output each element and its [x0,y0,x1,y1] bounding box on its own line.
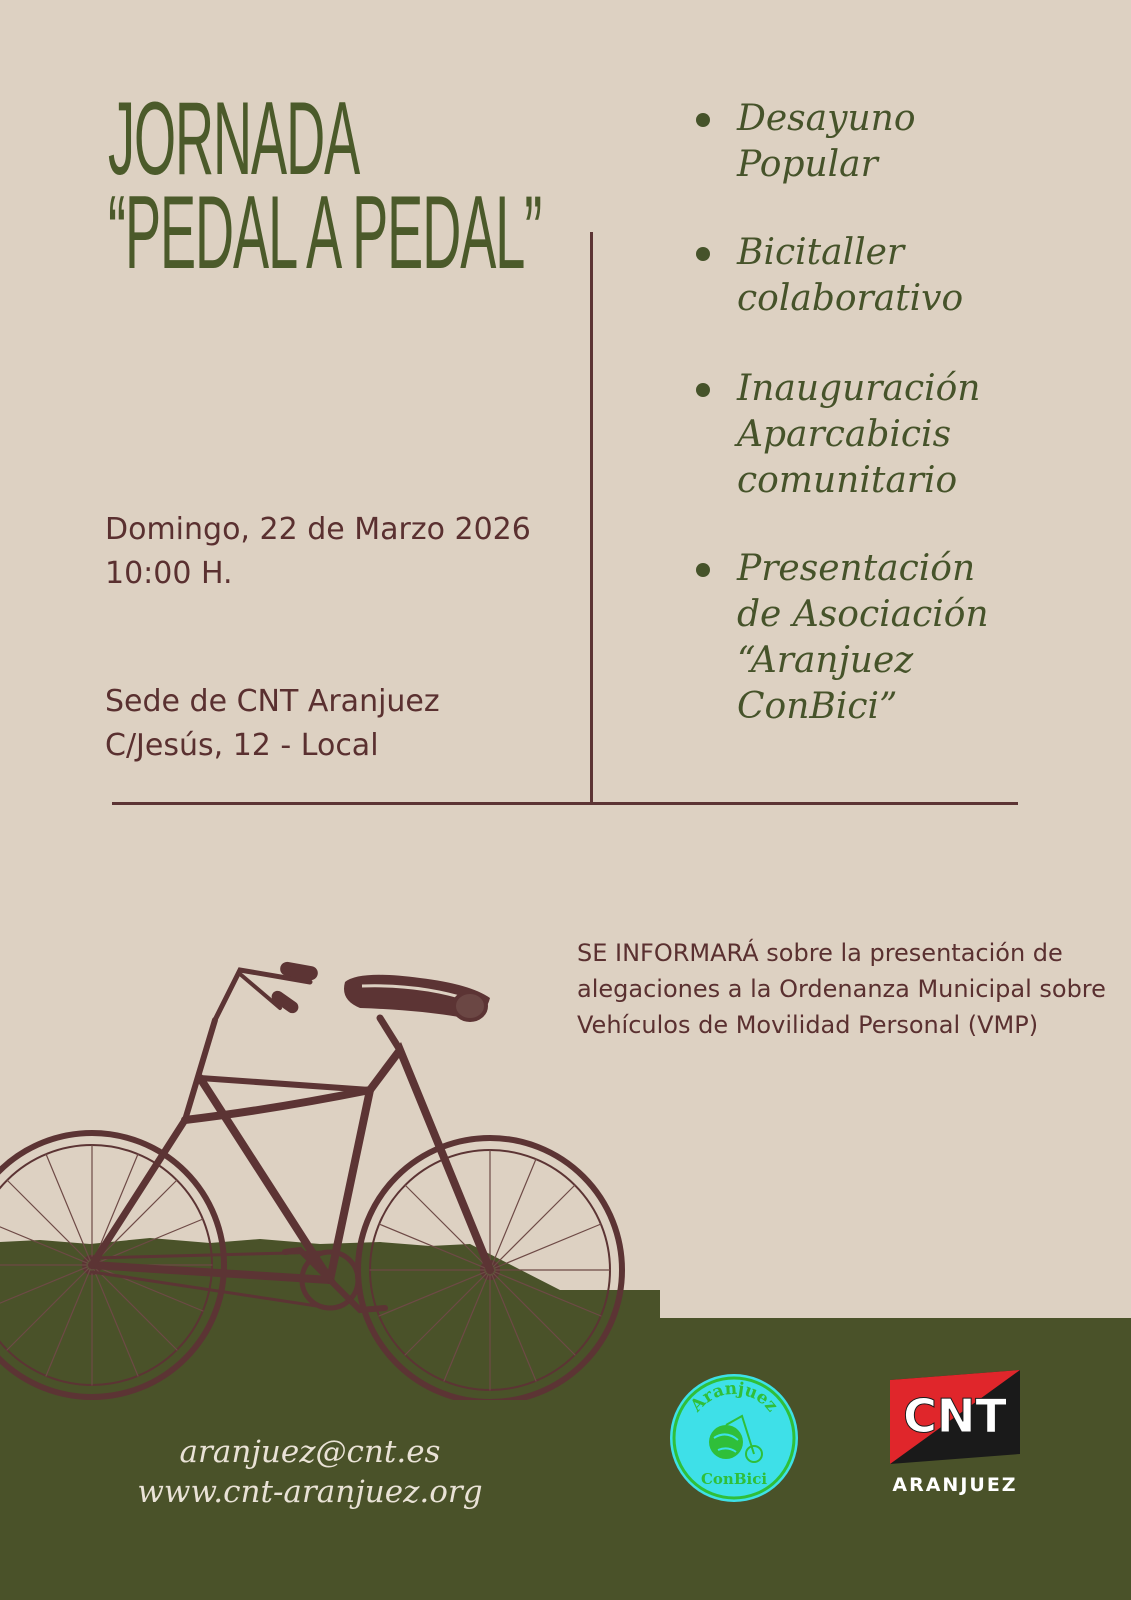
activity-list [690,96,1120,730]
activity-text: Bicitaller colaborativo [737,232,964,319]
horizontal-divider [112,802,1018,805]
event-time: 10:00 H. [105,556,233,591]
contact-block [80,1432,540,1512]
bicycle-illustration [0,960,660,1400]
activity-text: Desayuno Popular [737,98,916,185]
contact-website[interactable]: www.cnt-aranjuez.org [137,1474,483,1510]
activity-item [690,366,1120,504]
cnt-logo [884,1370,1026,1480]
event-title [108,81,542,291]
event-date: Domingo, 22 de Marzo 2026 [105,512,531,547]
event-venue: Sede de CNT Aranjuez [105,684,440,719]
bullet-icon [696,247,710,261]
bullet-icon [696,113,710,127]
vertical-divider [590,232,593,802]
logo-text-bottom: ConBici [700,1470,768,1488]
activity-text: Inauguración Aparcabicis comunitario [737,368,981,501]
bullet-icon [696,383,710,397]
aranjuez-conbici-logo [668,1372,800,1504]
event-address: C/Jesús, 12 - Local [105,728,379,763]
cnt-logo-text: CNT [903,1389,1007,1443]
activity-item [690,546,1120,730]
cnt-logo-subtitle: ARANJUEZ [892,1474,1018,1496]
logo-text-top: Aranjuez [686,1378,782,1416]
venue-block [105,680,440,768]
date-block [105,508,531,596]
title-line-1: JORNADA [108,81,360,197]
title-line-2: “PEDAL A PEDAL” [108,175,542,291]
activity-text: Presentación de Asociación “Aranjuez ConBici” [737,548,989,727]
notice-text: SE INFORMARÁ sobre la presentación de alegaciones a la Ordenanza Municipal sobre Vehículos de Movilidad Personal (VMP) [577,939,1106,1039]
bullet-icon [696,563,710,577]
contact-email[interactable]: aranjuez@cnt.es [179,1434,441,1470]
activity-item [690,230,1120,322]
activity-item [690,96,1120,188]
